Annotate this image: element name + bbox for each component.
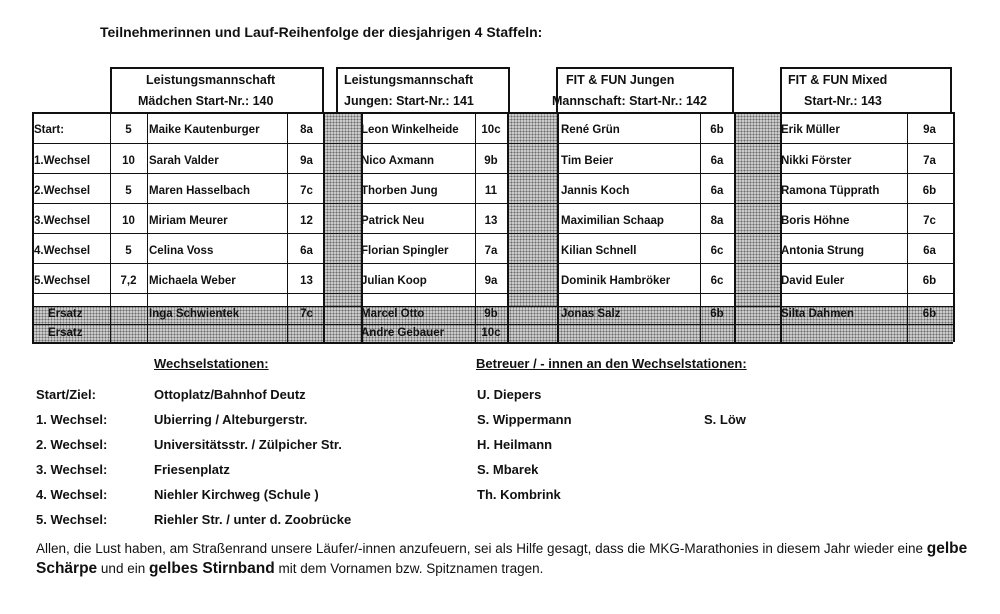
station-helper: H. Heilmann (477, 437, 553, 452)
station-place: Universitätsstr. / Zülpicher Str. (154, 437, 342, 452)
team-header-line1: Leistungsmannschaft (146, 73, 276, 87)
leg-distance: 7,2 (120, 275, 137, 287)
team-header-line2: Start-Nr.: 143 (804, 94, 882, 108)
runner-class: 6b (922, 185, 937, 197)
helpers-heading: Betreuer / - innen an den Wechselstationen: (476, 356, 747, 371)
team-header-line2: Jungen: Start-Nr.: 141 (344, 94, 474, 108)
team-header-140 (110, 67, 324, 112)
runner-name: Antonia Strung (781, 245, 865, 257)
runner-name: Patrick Neu (361, 215, 425, 227)
leg-label: 3.Wechsel (34, 215, 91, 227)
leg-label: 4.Wechsel (34, 245, 91, 257)
runner-class: 8a (300, 124, 313, 136)
runner-class: 9a (923, 124, 936, 136)
runner-name: Florian Spingler (361, 245, 449, 257)
runner-name: Kilian Schnell (561, 245, 637, 257)
reserve-name: Inga Schwientek (149, 308, 240, 320)
column-line (147, 112, 148, 342)
row-line (32, 112, 953, 114)
runner-name: Dominik Hambröker (561, 275, 671, 287)
column-line (287, 112, 288, 342)
runner-name: Michaela Weber (149, 275, 236, 287)
team-header-141 (336, 67, 510, 112)
note-text: mit dem Vornamen bzw. Spitznamen tragen. (274, 561, 544, 576)
station-place: Ottoplatz/Bahnhof Deutz (154, 387, 306, 402)
row-line (32, 233, 953, 234)
team-header-line2: Mannschaft: Start-Nr.: 142 (552, 94, 707, 108)
reserve-label: Ersatz (48, 327, 83, 339)
team-header-line1: FIT & FUN Mixed (788, 73, 888, 87)
station-place: Friesenplatz (154, 462, 230, 477)
reserve-name: Andre Gebauer (361, 327, 445, 339)
runner-name: Celina Voss (149, 245, 214, 257)
runner-name: Maren Hasselbach (149, 185, 250, 197)
leg-label: 1.Wechsel (34, 155, 91, 167)
runner-class: 7c (923, 215, 936, 227)
runner-class: 13 (300, 275, 313, 287)
runner-name: Miriam Meurer (149, 215, 228, 227)
runner-name: Nikki Förster (781, 155, 852, 167)
reserve-label: Ersatz (48, 308, 83, 320)
column-line (734, 112, 736, 342)
row-line (32, 173, 953, 174)
runner-class: 6c (710, 275, 724, 287)
reserve-class: 6b (710, 308, 724, 320)
runner-name: Thorben Jung (361, 185, 438, 197)
reserve-class: 6b (922, 308, 937, 320)
leg-label: Start: (34, 124, 65, 136)
reserve-name: Jonas Salz (561, 308, 621, 320)
row-line (32, 203, 953, 204)
runner-name: Nico Axmann (361, 155, 435, 167)
leg-distance: 10 (122, 155, 135, 167)
station-helper: S. Mbarek (477, 462, 539, 477)
station-label: Start/Ziel: (36, 387, 96, 402)
runner-class: 6a (710, 155, 724, 167)
leg-label: 2.Wechsel (34, 185, 91, 197)
note-text: Allen, die Lust haben, am Straßenrand unsere Läufer/-innen anzufeuern, sei als Hilfe gesagt, dass die MKG-Marathonies in diesem Jahr wieder eine (36, 541, 927, 556)
row-line (32, 143, 953, 144)
runner-class: 11 (484, 185, 498, 197)
reserve-class: 7c (300, 308, 313, 320)
column-line (557, 112, 559, 342)
leg-distance: 5 (125, 124, 132, 136)
station-label: 3. Wechsel: (36, 462, 108, 477)
runner-class: 13 (484, 215, 498, 227)
team-header-142 (552, 67, 734, 112)
runner-name: René Grün (561, 124, 620, 136)
runner-class: 6b (710, 124, 724, 136)
runner-class: 6a (923, 245, 936, 257)
station-helper: U. Diepers (477, 387, 542, 402)
station-helper: S. Wippermann (477, 412, 572, 427)
runner-class: 7c (300, 185, 313, 197)
station-label: 2. Wechsel: (36, 437, 108, 452)
runner-name: David Euler (781, 275, 845, 287)
team-header-143 (780, 67, 952, 112)
row-line (32, 324, 953, 325)
runner-class: 9b (484, 155, 498, 167)
team-header-line2: Mädchen Start-Nr.: 140 (138, 94, 274, 108)
note-text: und ein (97, 561, 149, 576)
runner-class: 8a (710, 215, 724, 227)
reserve-class: 10c (481, 327, 501, 339)
runner-name: Jannis Koch (561, 185, 630, 197)
runner-class: 9a (300, 155, 313, 167)
column-line (507, 112, 509, 342)
leg-distance: 5 (125, 245, 132, 257)
runner-name: Erik Müller (781, 124, 840, 136)
leg-distance: 10 (122, 215, 135, 227)
station-label: 1. Wechsel: (36, 412, 108, 427)
runner-name: Julian Koop (361, 275, 427, 287)
stations-heading: Wechselstationen: (154, 356, 269, 371)
runner-name: Sarah Valder (149, 155, 219, 167)
station-helper-secondary: S. Löw (704, 412, 746, 427)
page-title: Teilnehmerinnen und Lauf-Reihenfolge der diesjahrigen 4 Staffeln: (100, 24, 543, 40)
row-line (32, 263, 953, 264)
runner-class: 7a (484, 245, 498, 257)
runner-name: Leon Winkelheide (361, 124, 459, 136)
station-place: Riehler Str. / unter d. Zoobrücke (154, 512, 352, 527)
leg-distance: 5 (125, 185, 132, 197)
runner-class: 6a (710, 185, 724, 197)
reserve-class: 9b (484, 308, 498, 320)
runner-name: Boris Höhne (781, 215, 850, 227)
runner-name: Ramona Tüpprath (781, 185, 880, 197)
runner-name: Maximilian Schaap (561, 215, 664, 227)
station-label: 4. Wechsel: (36, 487, 108, 502)
note-bold-headband: gelbes Stirnband (148, 560, 275, 577)
runner-class: 6a (300, 245, 313, 257)
note-bold-sash: gelbe Schärpe (36, 540, 968, 577)
reserve-name: Marcel Otto (361, 308, 425, 320)
runner-class: 12 (300, 215, 313, 227)
row-line (32, 342, 953, 344)
team-header-line1: FIT & FUN Jungen (566, 73, 675, 87)
station-place: Niehler Kirchweg (Schule ) (154, 487, 319, 502)
column-line (323, 112, 325, 342)
station-helper: Th. Kombrink (477, 487, 561, 502)
station-label: 5. Wechsel: (36, 512, 108, 527)
runner-class: 6c (710, 245, 724, 257)
runner-class: 7a (923, 155, 936, 167)
team-header-line1: Leistungsmannschaft (344, 73, 474, 87)
row-line (32, 293, 953, 294)
leg-label: 5.Wechsel (34, 275, 91, 287)
runner-class: 9a (484, 275, 498, 287)
runner-name: Tim Beier (561, 155, 614, 167)
runner-name: Maike Kautenburger (149, 124, 260, 136)
reserve-name: Silta Dahmen (781, 308, 854, 320)
runner-class: 10c (481, 124, 501, 136)
station-place: Ubierring / Alteburgerstr. (154, 412, 308, 427)
note-paragraph (36, 539, 976, 579)
runner-class: 6b (922, 275, 937, 287)
column-line (953, 112, 955, 342)
